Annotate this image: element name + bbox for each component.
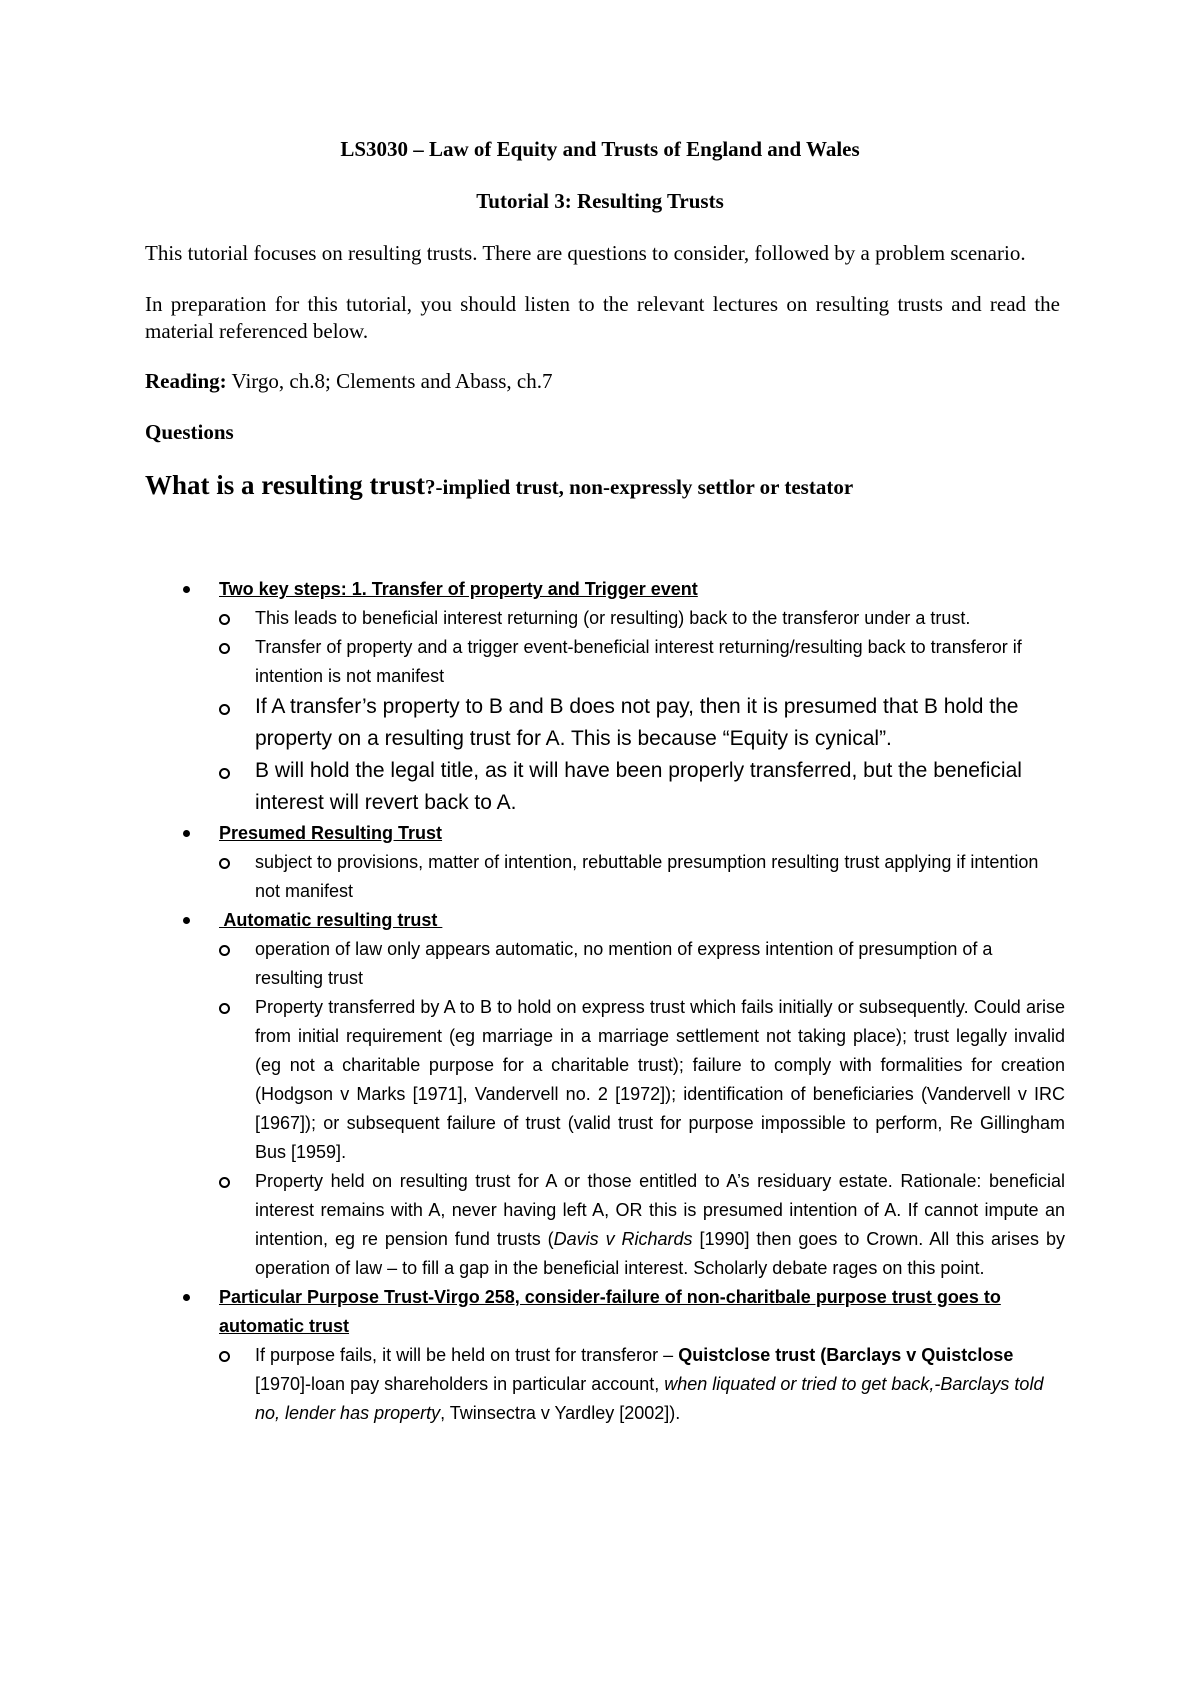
bullet-label: Two key steps: 1. Transfer of property and Trigger event	[219, 579, 698, 599]
sub-bullet-item	[219, 1167, 1065, 1283]
sub-bullet-text: B will hold the legal title, as it will have been properly transferred, but the beneficial interest will revert back to A.	[255, 759, 1022, 814]
sub-bullet-item	[219, 935, 1065, 993]
ring-bullet-icon	[219, 704, 230, 715]
sub-bullet-text: Property transferred by A to B to hold on express trust which fails initially or subsequently. Could arise from initial requirement (eg marriage in a marriage settlement not taking place); trust legally invalid (eg not a charitable purpose for a charitable trust); failure to comply with formalities for creation (Hodgson v Marks [1971], Vandervell no. 2 [1972]); identification of beneficiaries (Vandervell v IRC [1967]); or subsequent failure of trust (valid trust for purpose impossible to perform, Re Gillingham Bus [1959].	[255, 997, 1065, 1162]
bullet-dot-icon	[183, 1294, 190, 1301]
intro-paragraph: This tutorial focuses on resulting trusts. There are questions to consider, followed by a problem scenario.	[145, 241, 1026, 265]
bullet-label: Particular Purpose Trust-Virgo 258, consider-failure of non-charitbale purpose trust goes to automatic trust	[219, 1287, 1001, 1336]
sub-bullet-text-part: , Twinsectra v Yardley [2002]).	[440, 1403, 681, 1423]
main-question	[145, 470, 853, 501]
bullet-dot-icon	[183, 586, 190, 593]
reading-line	[145, 368, 1060, 395]
ring-bullet-icon	[219, 1351, 230, 1362]
sub-bullet-item	[219, 604, 1065, 633]
sub-bullet-text-part: Property held on resulting trust for A or those entitled to A’s residuary estate. Rationale: beneficial interest remains with A, never having left A, OR this is presumed intention of A. If cannot impute an intention, eg re pension fund trusts (	[255, 1171, 1065, 1249]
sub-bullet-text-part: If purpose fails, it will be held on trust for transferor –	[255, 1345, 679, 1365]
italic-note: when liquated or tried to get back,-Barclays told no, lender has property	[255, 1374, 1044, 1423]
document-title: LS3030 – Law of Equity and Trusts of England and Wales	[340, 137, 860, 161]
reading-label: Reading:	[145, 369, 227, 393]
ring-bullet-icon	[219, 614, 230, 625]
bullet-item	[145, 1283, 1065, 1341]
case-name: Davis v Richards	[553, 1229, 693, 1249]
bullet-item	[145, 575, 1065, 604]
bullet-list	[145, 575, 1065, 1428]
sub-bullet-item	[219, 691, 1065, 755]
case-name: Quistclose trust (Barclays v Quistclose	[678, 1345, 1014, 1365]
sub-bullet-item	[219, 993, 1065, 1167]
sub-bullet-item	[219, 755, 1065, 819]
bullet-item	[145, 906, 1065, 935]
preparation-paragraph: In preparation for this tutorial, you should listen to the relevant lectures on resulting trusts and read the material referenced below.	[145, 292, 1060, 343]
sub-bullet-text	[255, 1167, 1065, 1283]
sub-bullet-text: This leads to beneficial interest returning (or resulting) back to the transferor under a trust.	[255, 608, 971, 628]
bullet-label: Presumed Resulting Trust	[219, 823, 443, 843]
tutorial-subtitle: Tutorial 3: Resulting Trusts	[476, 189, 724, 213]
ring-bullet-icon	[219, 858, 230, 869]
ring-bullet-icon	[219, 768, 230, 779]
ring-bullet-icon	[219, 643, 230, 654]
sub-bullet-text: If A transfer’s property to B and B does not pay, then it is presumed that B hold the property on a resulting trust for A. This is because “Equity is cynical”.	[255, 695, 1019, 750]
sub-bullet-text: subject to provisions, matter of intention, rebuttable presumption resulting trust applying if intention not manifest	[255, 852, 1039, 901]
sub-bullet-text	[255, 1341, 1065, 1428]
sub-bullet-text-part: [1970]-loan pay shareholders in particular account,	[255, 1374, 665, 1394]
ring-bullet-icon	[219, 945, 230, 956]
main-question-suffix: ?-implied trust, non-expressly settlor or testator	[425, 475, 854, 499]
sub-bullet-text: operation of law only appears automatic, no mention of express intention of presumption of a resulting trust	[255, 939, 993, 988]
bullet-label: Automatic resulting trust	[219, 910, 443, 930]
sub-bullet-item	[219, 848, 1065, 906]
ring-bullet-icon	[219, 1177, 230, 1188]
sub-bullet-item	[219, 633, 1065, 691]
sub-bullet-text-part: [1990] then goes to Crown. All this arises by operation of law – to fill a gap in the beneficial interest. Scholarly debate rages on this point.	[255, 1229, 1065, 1278]
bullet-item	[145, 819, 1065, 848]
bullet-dot-icon	[183, 830, 190, 837]
sub-bullet-item	[219, 1341, 1065, 1428]
reading-text: Virgo, ch.8; Clements and Abass, ch.7	[226, 369, 553, 393]
bullet-dot-icon	[183, 917, 190, 924]
main-question-text: What is a resulting trust	[145, 470, 426, 500]
questions-heading: Questions	[145, 420, 234, 444]
ring-bullet-icon	[219, 1003, 230, 1014]
sub-bullet-text: Transfer of property and a trigger event-beneficial interest returning/resulting back to transferor if intention is not manifest	[255, 637, 1022, 686]
